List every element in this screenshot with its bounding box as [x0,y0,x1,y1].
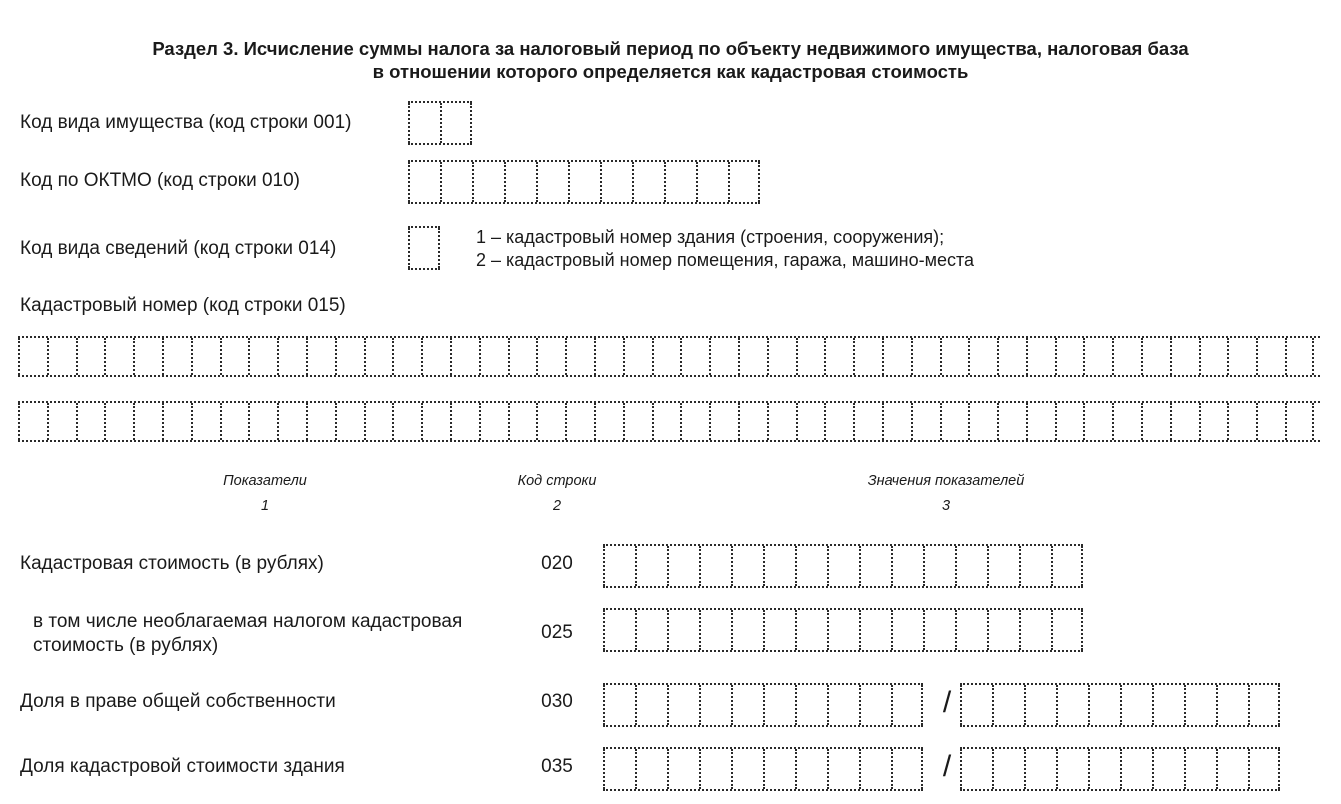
input-cell[interactable] [667,546,699,586]
info-code-hint-2: 2 – кадастровый номер помещения, гаража, машино-места [476,250,975,270]
input-cell[interactable] [623,403,652,440]
column-number-3: 3 [941,498,951,514]
input-cell[interactable] [652,403,681,440]
input-cell[interactable] [667,685,699,725]
input-cell[interactable] [1152,749,1184,789]
input-cell[interactable] [923,546,955,586]
input-cell[interactable] [364,338,393,375]
info-code-hint-1: 1 – кадастровый номер здания (строения, сооружения); [476,227,945,247]
input-cell[interactable] [955,546,987,586]
input-cell[interactable] [1170,338,1199,375]
input-cell[interactable] [1199,403,1228,440]
input-cell[interactable] [1184,685,1216,725]
column-header-indicators: Показатели [223,473,307,489]
building-value-share-denominator-input[interactable] [960,747,1280,791]
input-cell[interactable] [104,403,133,440]
building-value-share-numerator-input[interactable] [603,747,923,791]
input-cell[interactable] [992,685,1024,725]
input-cell[interactable] [1170,403,1199,440]
input-cell[interactable] [421,403,450,440]
input-cell[interactable] [133,403,162,440]
cadastral-number-input-row1[interactable] [18,336,1320,377]
input-cell[interactable] [191,338,220,375]
input-cell[interactable] [882,338,911,375]
input-cell[interactable] [632,162,664,202]
input-cell[interactable] [18,338,47,375]
input-cell[interactable] [680,403,709,440]
input-cell[interactable] [47,403,76,440]
input-cell[interactable] [1285,403,1314,440]
input-cell[interactable] [421,338,450,375]
input-cell[interactable] [47,338,76,375]
input-cell[interactable] [699,749,731,789]
input-cell[interactable] [133,338,162,375]
oktmo-input[interactable] [408,160,760,204]
input-cell[interactable] [364,403,393,440]
input-cell[interactable] [664,162,696,202]
input-cell[interactable] [960,749,992,789]
cadastral-value-label: Кадастровая стоимость (в рублях) [20,553,324,574]
input-cell[interactable] [699,610,731,650]
fraction-separator: / [942,686,952,719]
input-cell[interactable] [1141,338,1170,375]
input-cell[interactable] [1227,338,1256,375]
input-cell[interactable] [891,610,923,650]
input-cell[interactable] [1184,749,1216,789]
input-cell[interactable] [796,403,825,440]
building-value-share-label: Доля кадастровой стоимости здания [20,756,345,777]
input-cell[interactable] [940,403,969,440]
input-cell[interactable] [594,403,623,440]
input-cell[interactable] [1112,403,1141,440]
input-cell[interactable] [795,749,827,789]
column-number-1: 1 [260,498,270,514]
input-cell[interactable] [1227,403,1256,440]
input-cell[interactable] [1055,403,1084,440]
fraction-separator: / [942,750,952,783]
input-cell[interactable] [1019,546,1051,586]
cadastral-number-input-row2[interactable] [18,401,1320,442]
input-cell[interactable] [795,685,827,725]
input-cell[interactable] [1056,685,1088,725]
untaxed-value-label-line2: стоимость (в рублях) [33,635,219,656]
property-code-input[interactable] [408,101,472,145]
input-cell[interactable] [1112,338,1141,375]
input-cell[interactable] [603,610,635,650]
input-cell[interactable] [248,338,277,375]
input-cell[interactable] [763,610,795,650]
input-cell[interactable] [968,338,997,375]
input-cell[interactable] [1019,610,1051,650]
input-cell[interactable] [335,338,364,375]
input-cell[interactable] [479,338,508,375]
input-cell[interactable] [162,338,191,375]
input-cell[interactable] [536,403,565,440]
input-cell[interactable] [408,228,440,268]
input-cell[interactable] [824,403,853,440]
line-code-025: 025 [541,622,573,643]
input-cell[interactable] [955,610,987,650]
input-cell[interactable] [508,403,537,440]
input-cell[interactable] [76,403,105,440]
input-cell[interactable] [923,610,955,650]
column-header-values: Значения показателей [867,473,1025,489]
input-cell[interactable] [277,403,306,440]
input-cell[interactable] [408,162,440,202]
input-cell[interactable] [911,403,940,440]
input-cell[interactable] [1051,610,1083,650]
input-cell[interactable] [731,685,763,725]
input-cell[interactable] [824,338,853,375]
input-cell[interactable] [731,546,763,586]
property-code-label: Код вида имущества (код строки 001) [20,112,352,133]
input-cell[interactable] [536,162,568,202]
input-cell[interactable] [738,338,767,375]
input-cell[interactable] [603,685,635,725]
input-cell[interactable] [767,338,796,375]
input-cell[interactable] [1083,338,1112,375]
input-cell[interactable] [992,749,1024,789]
input-cell[interactable] [652,338,681,375]
input-cell[interactable] [795,610,827,650]
input-cell[interactable] [392,338,421,375]
input-cell[interactable] [859,749,891,789]
input-cell[interactable] [1285,338,1314,375]
input-cell[interactable] [1248,685,1280,725]
input-cell[interactable] [709,338,738,375]
input-cell[interactable] [859,685,891,725]
input-cell[interactable] [1141,403,1170,440]
input-cell[interactable] [603,546,635,586]
ownership-share-label: Доля в праве общей собственности [20,691,336,712]
input-cell[interactable] [594,338,623,375]
column-header-line-code: Код строки [517,473,597,489]
input-cell[interactable] [1051,546,1083,586]
input-cell[interactable] [728,162,760,202]
cadastral-number-label: Кадастровый номер (код строки 015) [20,295,346,316]
input-cell[interactable] [1024,749,1056,789]
input-cell[interactable] [738,403,767,440]
input-cell[interactable] [1083,403,1112,440]
input-cell[interactable] [987,546,1019,586]
input-cell[interactable] [508,338,537,375]
input-cell[interactable] [1024,685,1056,725]
input-cell[interactable] [1256,403,1285,440]
input-cell[interactable] [1055,338,1084,375]
input-cell[interactable] [1088,749,1120,789]
input-cell[interactable] [1120,749,1152,789]
input-cell[interactable] [623,338,652,375]
input-cell[interactable] [450,403,479,440]
input-cell[interactable] [220,338,249,375]
input-cell[interactable] [763,749,795,789]
input-cell[interactable] [997,338,1026,375]
input-cell[interactable] [479,403,508,440]
input-cell[interactable] [827,685,859,725]
input-cell[interactable] [18,403,47,440]
input-cell[interactable] [796,338,825,375]
input-cell[interactable] [795,546,827,586]
column-number-2: 2 [552,498,562,514]
line-code-020: 020 [541,553,573,574]
input-cell[interactable] [392,403,421,440]
input-cell[interactable] [859,546,891,586]
input-cell[interactable] [891,546,923,586]
untaxed-value-label-line1: в том числе необлагаемая налогом кадастровая [33,611,463,632]
line-code-035: 035 [541,756,573,777]
input-cell[interactable] [731,749,763,789]
input-cell[interactable] [911,338,940,375]
input-cell[interactable] [853,403,882,440]
input-cell[interactable] [960,685,992,725]
input-cell[interactable] [568,162,600,202]
input-cell[interactable] [763,546,795,586]
input-cell[interactable] [220,403,249,440]
input-cell[interactable] [1026,403,1055,440]
input-cell[interactable] [1088,685,1120,725]
input-cell[interactable] [763,685,795,725]
info-code-input[interactable] [408,226,440,270]
input-cell[interactable] [635,685,667,725]
input-cell[interactable] [504,162,536,202]
input-cell[interactable] [277,338,306,375]
input-cell[interactable] [1216,685,1248,725]
input-cell[interactable] [565,338,594,375]
input-cell[interactable] [827,749,859,789]
input-cell[interactable] [1026,338,1055,375]
input-cell[interactable] [603,749,635,789]
input-cell[interactable] [248,403,277,440]
input-cell[interactable] [891,685,923,725]
input-cell[interactable] [635,546,667,586]
input-cell[interactable] [600,162,632,202]
input-cell[interactable] [699,546,731,586]
ownership-share-denominator-input[interactable] [960,683,1280,727]
input-cell[interactable] [306,403,335,440]
input-cell[interactable] [987,610,1019,650]
input-cell[interactable] [731,610,763,650]
input-cell[interactable] [306,338,335,375]
info-code-label: Код вида сведений (код строки 014) [20,238,337,259]
section-title-line2: в отношении которого определяется как кадастровая стоимость [372,61,969,82]
input-cell[interactable] [1120,685,1152,725]
input-cell[interactable] [667,749,699,789]
oktmo-label: Код по ОКТМО (код строки 010) [20,170,300,191]
input-cell[interactable] [699,685,731,725]
input-cell[interactable] [440,103,472,143]
line-code-030: 030 [541,691,573,712]
input-cell[interactable] [968,403,997,440]
section-title [0,37,1341,83]
input-cell[interactable] [1056,749,1088,789]
input-cell[interactable] [696,162,728,202]
section-title-line1: Раздел 3. Исчисление суммы налога за налоговый период по объекту недвижимого имущества, налоговая база [152,38,1189,59]
input-cell[interactable] [335,403,364,440]
input-cell[interactable] [882,403,911,440]
input-cell[interactable] [536,338,565,375]
input-cell[interactable] [76,338,105,375]
input-cell[interactable] [1256,338,1285,375]
input-cell[interactable] [680,338,709,375]
input-cell[interactable] [767,403,796,440]
input-cell[interactable] [709,403,738,440]
ownership-share-numerator-input[interactable] [603,683,923,727]
cadastral-value-input[interactable] [603,544,1083,588]
input-cell[interactable] [191,403,220,440]
input-cell[interactable] [408,103,440,143]
input-cell[interactable] [859,610,891,650]
input-cell[interactable] [104,338,133,375]
input-cell[interactable] [635,749,667,789]
input-cell[interactable] [853,338,882,375]
input-cell[interactable] [162,403,191,440]
input-cell[interactable] [827,546,859,586]
input-cell[interactable] [1152,685,1184,725]
untaxed-value-input[interactable] [603,608,1083,652]
input-cell[interactable] [1199,338,1228,375]
input-cell[interactable] [440,162,472,202]
input-cell[interactable] [827,610,859,650]
input-cell[interactable] [1248,749,1280,789]
input-cell[interactable] [1216,749,1248,789]
input-cell[interactable] [565,403,594,440]
input-cell[interactable] [667,610,699,650]
input-cell[interactable] [450,338,479,375]
input-cell[interactable] [472,162,504,202]
input-cell[interactable] [891,749,923,789]
input-cell[interactable] [940,338,969,375]
input-cell[interactable] [635,610,667,650]
input-cell[interactable] [997,403,1026,440]
